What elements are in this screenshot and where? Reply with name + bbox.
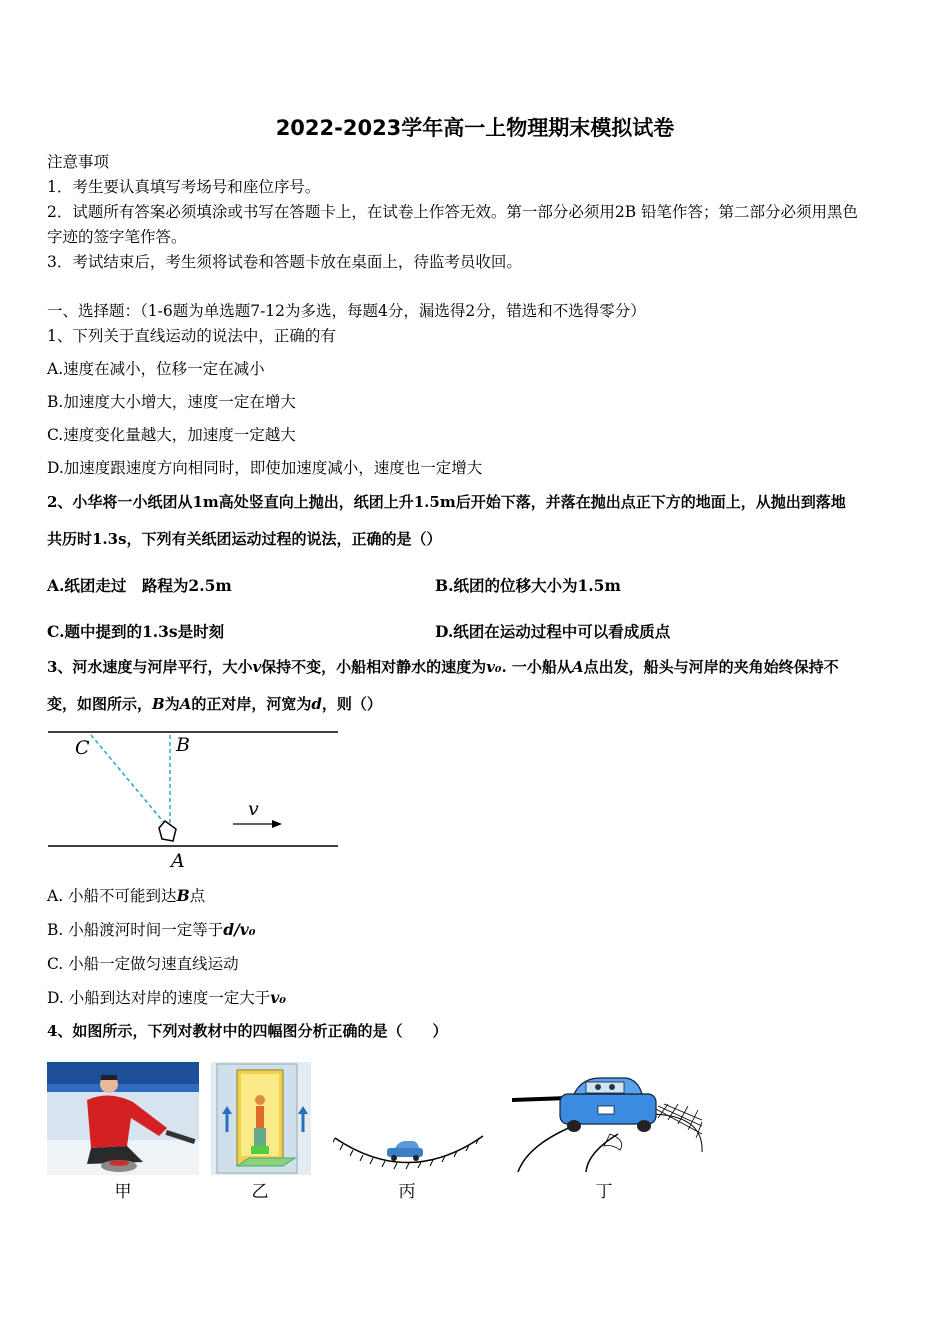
section-heading: 一、选择题：（1-6题为单选题7-12为多选，每题4分，漏选得2分，错选和不选得零分） — [47, 302, 646, 320]
question-3-stem-line2: 变，如图所示，B为A的正对岸，河宽为d，则（） — [47, 695, 382, 713]
question-1-option-a: A.速度在减小，位移一定在减小 — [47, 360, 265, 378]
boat-icon — [159, 821, 176, 841]
question-1-stem: 1、下列关于直线运动的说法中，正确的有 — [47, 327, 336, 345]
velocity-label: v — [248, 798, 259, 820]
question-2-stem-line1: 2、小华将一小纸团从1m高处竖直向上抛出，纸团上升1.5m后开始下落，并落在抛出点正下方的地面上，从抛出到落地 — [47, 493, 846, 511]
notice-item: 2．试题所有答案必须填涂或书写在答题卡上，在试卷上作答无效。第一部分必须用2B 铅笔作答；第二部分必须用黑色 — [47, 203, 859, 221]
figure-label-jia: 甲 — [114, 1182, 132, 1202]
elevator-figure — [211, 1062, 311, 1175]
point-b-label: B — [176, 734, 190, 756]
figure-label-bing: 丙 — [398, 1182, 416, 1202]
question-3-option-c: C. 小船一定做匀速直线运动 — [47, 955, 239, 973]
river-crossing-figure — [46, 727, 341, 872]
question-4-stem: 4、如图所示，下列对教材中的四幅图分析正确的是（ ） — [47, 1022, 448, 1040]
question-2-stem-line2: 共历时1.3s，下列有关纸团运动过程的说法，正确的是（） — [47, 530, 442, 548]
question-3-option-d: D. 小船到达对岸的速度一定大于v₀ — [47, 988, 287, 1007]
question-1-option-c: C.速度变化量越大，加速度一定越大 — [47, 426, 296, 444]
figure-label-ding: 丁 — [595, 1182, 613, 1202]
question-3-stem-line1: 3、河水速度与河岸平行，大小v保持不变，小船相对静水的速度为v₀. 一小船从A点出发，船头与河岸的夹角始终保持不 — [47, 658, 839, 676]
question-3-option-b: B. 小船渡河时间一定等于d/v₀ — [47, 920, 256, 939]
point-c-label: C — [75, 737, 90, 759]
figure-label-yi: 乙 — [251, 1182, 269, 1202]
notice-item: 字迹的签字笔作答。 — [47, 228, 187, 246]
path-to-c-dashed — [91, 735, 166, 825]
notice-item: 1．考生要认真填写考场号和座位序号。 — [47, 178, 321, 196]
notice-heading: 注意事项 — [47, 153, 110, 171]
question-2-option-d: D.纸团在运动过程中可以看成质点 — [435, 622, 671, 641]
page-title: 2022-2023学年高一上物理期末模拟试卷 — [275, 116, 675, 140]
question-3-option-a: A. 小船不可能到达B点 — [47, 886, 206, 905]
question-1-option-b: B.加速度大小增大，速度一定在增大 — [47, 393, 296, 411]
car-in-dip-figure — [333, 1128, 485, 1174]
question-1-option-d: D.加速度跟速度方向相同时，即使加速度减小，速度也一定增大 — [47, 459, 483, 477]
question-2-option-a: A.纸团走过 路程为2.5m — [47, 576, 232, 595]
question-2-option-c: C.题中提到的1.3s是时刻 — [47, 622, 225, 641]
notice-item: 3．考试结束后，考生须将试卷和答题卡放在桌面上，待监考员收回。 — [47, 253, 522, 271]
point-a-label: A — [171, 850, 185, 872]
question-2-option-b: B.纸团的位移大小为1.5m — [435, 576, 621, 595]
car-curve-figure — [508, 1074, 704, 1174]
curling-photo — [47, 1062, 199, 1175]
